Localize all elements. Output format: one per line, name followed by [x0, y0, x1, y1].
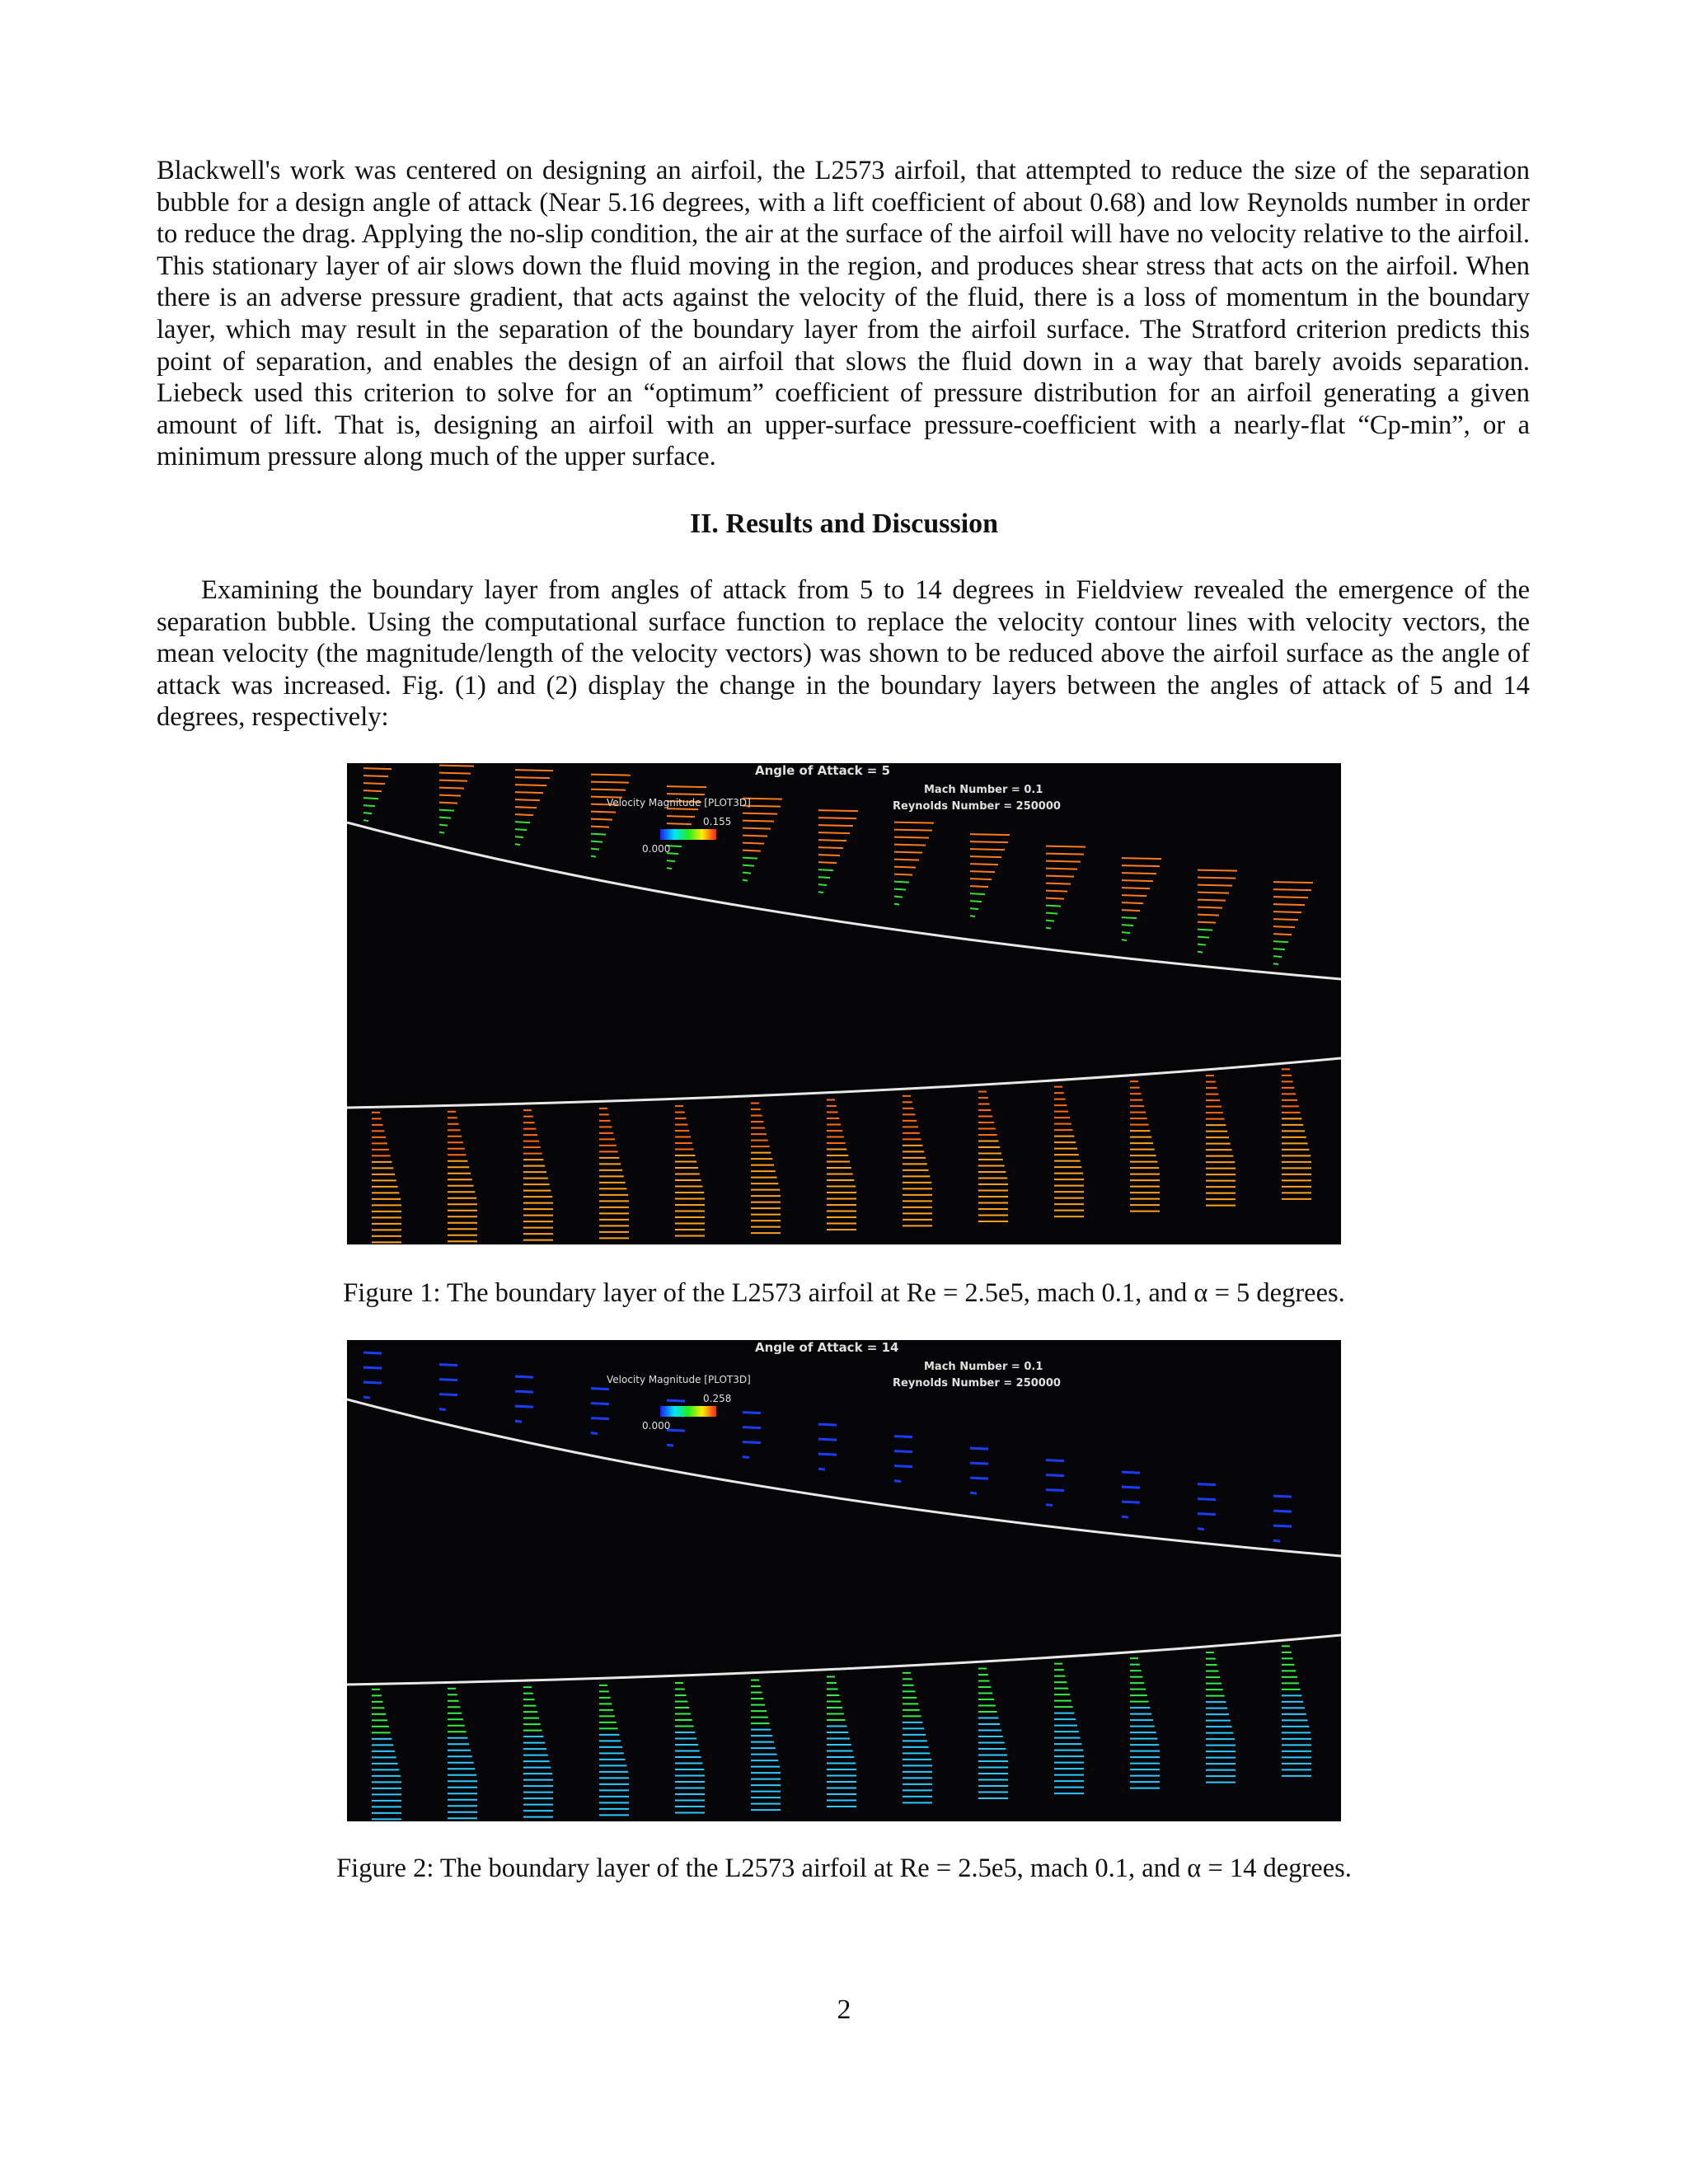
velocity-vector	[1046, 898, 1064, 899]
velocity-vector	[970, 886, 988, 887]
velocity-vector	[970, 849, 1005, 850]
velocity-vector	[1046, 846, 1085, 847]
figure-2-caption: Figure 2: The boundary layer of the L2573 airfoil at Re = 2.5e5, mach 0.1, and α = 14 degrees.	[336, 1854, 1352, 1883]
angle-of-attack-label: Angle of Attack = 14	[755, 1340, 899, 1355]
velocity-vector	[818, 892, 823, 893]
velocity-vector	[818, 825, 853, 826]
velocity-vector	[970, 893, 985, 894]
velocity-vector	[894, 852, 922, 853]
velocity-vector	[363, 805, 375, 806]
velocity-vector	[515, 1376, 533, 1377]
velocity-vector	[363, 1397, 370, 1398]
velocity-vector	[1046, 883, 1071, 884]
velocity-vector-field	[363, 1352, 1311, 1819]
velocity-vector	[743, 836, 767, 837]
velocity-vector	[363, 1352, 382, 1353]
velocity-vector	[1198, 937, 1209, 938]
velocity-vector	[667, 786, 706, 787]
velocity-vector	[1122, 865, 1160, 866]
velocity-vector	[1046, 1505, 1053, 1506]
velocity-vector	[818, 862, 837, 863]
velocity-vector	[894, 1481, 901, 1482]
velocity-vector	[818, 1439, 837, 1440]
velocity-vector	[515, 1421, 522, 1422]
velocity-vector	[363, 1382, 382, 1383]
velocity-vector	[1046, 1475, 1064, 1476]
velocity-vector	[1273, 919, 1298, 920]
mach-number-label: Mach Number = 0.1	[924, 1361, 1043, 1373]
velocity-vector	[667, 868, 672, 869]
velocity-vector	[1046, 876, 1074, 877]
velocity-vector	[894, 830, 932, 831]
velocity-vector	[439, 773, 471, 774]
velocity-vector	[1198, 944, 1206, 945]
velocity-vector	[1122, 873, 1156, 874]
velocity-vector	[1198, 915, 1219, 916]
velocity-vector	[743, 865, 754, 866]
velocity-vector	[1273, 1540, 1280, 1541]
velocity-vector	[1046, 1460, 1064, 1461]
velocity-vector	[743, 873, 751, 874]
velocity-vector	[591, 775, 631, 776]
velocity-vector	[1122, 902, 1143, 903]
page-number: 2	[837, 1994, 851, 2025]
velocity-vector	[818, 1424, 837, 1425]
velocity-vector	[591, 856, 596, 857]
velocity-vector	[970, 908, 978, 909]
velocity-vector	[1122, 917, 1137, 918]
velocity-vector	[1046, 891, 1067, 892]
velocity-vector	[1273, 934, 1292, 935]
velocity-vector	[667, 1400, 685, 1401]
velocity-vector	[1198, 907, 1222, 908]
airfoil-upper-surface-line	[347, 823, 1341, 979]
velocity-vector	[1046, 913, 1057, 914]
velocity-vector	[743, 828, 771, 829]
airfoil-lower-surface-line	[347, 1635, 1341, 1685]
legend-title: Velocity Magnitude [PLOT3D]	[607, 797, 751, 808]
velocity-vector	[1046, 861, 1081, 862]
velocity-vector	[1198, 885, 1232, 886]
velocity-vector	[591, 841, 603, 842]
figure-1-boundary-layer-image	[347, 763, 1341, 1244]
velocity-vector	[1122, 858, 1161, 859]
velocity-vector	[1046, 1490, 1064, 1491]
velocity-vector	[363, 783, 385, 784]
velocity-vector	[1273, 1496, 1292, 1497]
velocity-vector	[894, 837, 929, 838]
velocity-vector	[1122, 880, 1153, 881]
velocity-vector	[1198, 952, 1203, 953]
velocity-vector	[1273, 904, 1305, 905]
velocity-vector	[667, 823, 692, 824]
velocity-vector	[515, 1406, 533, 1407]
velocity-vector	[515, 822, 530, 823]
velocity-vector	[894, 845, 926, 846]
velocity-vector	[970, 1478, 988, 1479]
velocity-vector	[743, 1427, 761, 1428]
velocity-vector	[743, 813, 777, 814]
velocity-vector	[743, 880, 748, 881]
velocity-vector	[970, 1448, 988, 1449]
velocity-vector	[591, 1418, 609, 1419]
velocity-vector	[818, 840, 846, 841]
velocity-vector	[1046, 906, 1061, 907]
velocity-vector	[515, 814, 533, 815]
velocity-vector	[818, 1454, 837, 1455]
velocity-vector	[970, 864, 998, 865]
reynolds-number-label: Reynolds Number = 250000	[893, 1377, 1061, 1390]
velocity-vector	[591, 1389, 609, 1390]
velocity-vector	[1273, 941, 1288, 942]
velocity-vector	[439, 825, 448, 826]
velocity-vector	[894, 1436, 912, 1437]
velocity-vector	[818, 884, 827, 885]
velocity-vector	[970, 856, 1001, 857]
velocity-vector	[970, 834, 1010, 835]
velocity-vector	[1122, 1487, 1140, 1488]
velocity-vector	[894, 874, 912, 875]
velocity-vector	[515, 829, 527, 830]
velocity-vector	[515, 777, 550, 778]
velocity-vector	[363, 790, 382, 791]
velocity-vector	[1273, 956, 1282, 957]
figure-1-caption: Figure 1: The boundary layer of the L2573 airfoil at Re = 2.5e5, mach 0.1, and α = 5 degrees.	[343, 1278, 1345, 1308]
velocity-vector-field	[363, 766, 1313, 1243]
velocity-vector	[743, 843, 764, 844]
airfoil-upper-surface-line	[347, 1399, 1341, 1556]
velocity-vector	[591, 834, 606, 835]
velocity-vector	[439, 788, 464, 789]
velocity-vector	[743, 1442, 761, 1443]
velocity-vector	[515, 807, 537, 808]
section-heading: II. Results and Discussion	[689, 509, 999, 539]
velocity-vector	[818, 869, 833, 870]
legend-max-value: 0.258	[703, 1393, 732, 1404]
velocity-vector	[894, 904, 899, 905]
velocity-vector	[1198, 1484, 1216, 1485]
velocity-vector	[1122, 932, 1130, 933]
velocity-vector	[1273, 926, 1295, 927]
velocity-vector	[591, 782, 629, 783]
velocity-vector	[439, 1365, 457, 1366]
velocity-vector	[363, 820, 368, 821]
velocity-vector	[1198, 922, 1216, 923]
velocity-vector	[743, 1457, 749, 1458]
velocity-vector	[1198, 1499, 1216, 1500]
velocity-vector	[667, 816, 695, 817]
velocity-vector	[1198, 878, 1236, 879]
velocity-vector	[591, 1433, 598, 1434]
velocity-vector	[515, 1391, 533, 1392]
velocity-vector	[743, 821, 774, 822]
velocity-vector	[667, 1445, 673, 1446]
velocity-vector	[1198, 1529, 1204, 1530]
velocity-vector	[894, 1451, 912, 1452]
velocity-vector	[1273, 897, 1308, 898]
legend-min-value: 0.000	[642, 843, 671, 855]
velocity-vector	[894, 897, 903, 898]
velocity-vector	[363, 768, 392, 769]
velocity-vector	[818, 810, 858, 811]
velocity-vector	[439, 1394, 457, 1395]
velocity-vector	[1198, 1514, 1216, 1515]
velocity-vector	[818, 847, 843, 848]
velocity-vector	[1198, 900, 1226, 901]
velocity-vector	[1273, 889, 1311, 890]
velocity-vector	[439, 1409, 446, 1410]
legend-min-value: 0.000	[642, 1420, 671, 1432]
velocity-vector	[1273, 963, 1278, 964]
body-paragraph-2: Examining the boundary layer from angles of attack from 5 to 14 degrees in Fieldview revealed the emergence of the separation bubble. Using the computational surface function to replace the velocity contour lines with velocity vectors, the mean velocity (the magnitude/length of the velocity vectors) was shown to be reduced above the airfoil surface as the angle of attack was increased. Fig. (1) and (2) display the change in the boundary layers between the angles of attack of 5 and 14 degrees, respectively:	[157, 575, 1530, 733]
velocity-vector	[1122, 895, 1146, 896]
legend-title: Velocity Magnitude [PLOT3D]	[607, 1374, 751, 1385]
velocity-vector	[439, 803, 457, 804]
legend-color-bar	[660, 829, 716, 840]
velocity-vector	[970, 1463, 988, 1464]
velocity-vector	[1198, 870, 1237, 871]
velocity-vector	[515, 792, 543, 793]
velocity-vector	[1046, 854, 1084, 855]
velocity-vector	[515, 844, 520, 845]
velocity-vector	[439, 780, 467, 781]
mach-number-label: Mach Number = 0.1	[924, 784, 1043, 796]
velocity-vector	[970, 901, 982, 902]
velocity-vector	[1122, 1516, 1128, 1517]
velocity-vector	[515, 799, 540, 800]
legend-color-bar	[660, 1406, 716, 1417]
velocity-vector	[1273, 882, 1313, 883]
velocity-vector	[667, 860, 675, 861]
velocity-vector	[363, 798, 378, 799]
angle-of-attack-label: Angle of Attack = 5	[755, 763, 891, 778]
velocity-vector	[439, 832, 444, 833]
airfoil-lower-surface-line	[347, 1058, 1341, 1108]
velocity-vector	[667, 808, 698, 809]
legend-max-value: 0.155	[703, 816, 732, 827]
reynolds-number-label: Reynolds Number = 250000	[893, 800, 1061, 813]
velocity-vector	[515, 770, 553, 771]
velocity-vector	[894, 1466, 912, 1467]
velocity-vector	[894, 882, 909, 883]
velocity-vector	[894, 889, 906, 890]
velocity-vector	[894, 867, 916, 868]
velocity-vector	[1122, 925, 1133, 926]
velocity-vector	[818, 877, 830, 878]
velocity-vector	[363, 1367, 382, 1368]
velocity-vector	[439, 795, 461, 796]
velocity-vector	[1122, 1472, 1140, 1473]
velocity-vector	[743, 858, 757, 859]
velocity-vector	[970, 841, 1008, 842]
body-paragraph-1: Blackwell's work was centered on designing an airfoil, the L2573 airfoil, that attempted to reduce the size of the separation bubble for a design angle of attack (Near 5.16 degrees, with a lift coefficient of about 0.68) and low Reynolds number in order to reduce the drag. Applying the no-slip condition, the air at the surface of the airfoil will have no velocity relative to the airfoil. This stationary layer of air slows down the fluid moving in the region, and produces shear stress that acts on the airfoil. When there is an adverse pressure gradient, that acts against the velocity of the fluid, there is a loss of momentum in the boundary layer, which may result in the separation of the boundary layer from the airfoil surface. The Stratford criterion predicts this point of separation, and enables the design of an airfoil that slows the fluid down in a way that barely avoids separation. Liebeck used this criterion to solve for an “optimum” coefficient of pressure distribution for an airfoil generating a given amount of lift. That is, designing an airfoil with an upper-surface pressure-coefficient with a nearly-flat “Cp-min”, or a minimum pressure along much of the upper surface.	[157, 156, 1530, 472]
velocity-vector	[1122, 910, 1140, 911]
velocity-vector	[591, 819, 612, 820]
velocity-vector	[970, 871, 995, 872]
velocity-vector	[818, 832, 850, 833]
velocity-vector	[439, 810, 454, 811]
velocity-vector	[1046, 928, 1051, 929]
velocity-vector	[591, 849, 599, 850]
velocity-vector	[591, 812, 616, 813]
figure-2-boundary-layer-image	[347, 1340, 1341, 1821]
